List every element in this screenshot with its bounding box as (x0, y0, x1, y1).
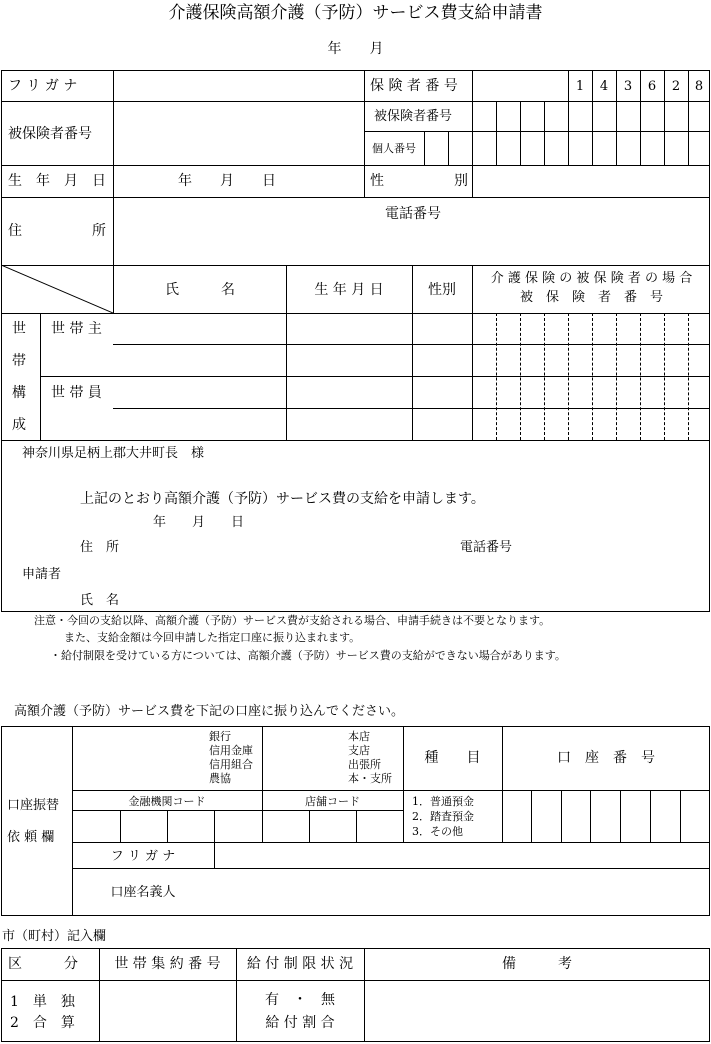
applicant-label: 申請者 (22, 567, 62, 582)
bank-intro: 高額介護（予防）サービス費を下記の口座に振り込んでください。 (14, 704, 405, 719)
household-insured-subheader: 被 保 険 者 番 号 (519, 290, 663, 305)
account-type-header: 種 目 (424, 750, 481, 766)
insurer-digit: 8 (694, 79, 704, 94)
note-line: 注意・今回の支給以降、高額介護（予防）サービス費が支給される場合、申請手続きは不要となります。 (34, 614, 551, 627)
insurer-digit: 6 (647, 79, 657, 94)
applicant-phone-label: 電話番号 (460, 540, 513, 555)
address-field[interactable] (114, 198, 709, 264)
sex-label: 性 別 (370, 173, 468, 189)
branch-code-label: 店舗コード (305, 795, 360, 808)
household-member-label: 世 帯 員 (51, 385, 102, 401)
household-side-label: 世 (12, 321, 26, 337)
insured-number-field[interactable] (114, 102, 363, 164)
bank-side-label: 口座振替 (7, 798, 60, 813)
household-head-label: 世 帯 主 (51, 321, 102, 337)
institution-type: 信用金庫 (209, 744, 253, 757)
note-line: また、支給金額は今回申請した指定口座に振り込まれます。 (64, 631, 361, 644)
account-type-option[interactable]: 1．普通預金 (412, 795, 474, 808)
furigana-field[interactable] (114, 71, 363, 100)
branch-type: 支店 (348, 744, 370, 757)
diagonal-header-cell (1, 265, 113, 313)
application-date-label: 年 月 (327, 41, 384, 57)
address-label: 住 所 (8, 223, 106, 239)
household-side-label: 構 (12, 385, 26, 401)
account-type-option[interactable]: 3．その他 (412, 825, 463, 838)
phone-label: 電話番号 (385, 206, 441, 222)
insurer-digit: 4 (599, 79, 609, 94)
bank-side-label: 依 頼 欄 (7, 830, 55, 845)
remarks-header: 備 考 (502, 956, 572, 972)
household-name-header: 氏 名 (165, 282, 235, 298)
benefit-ratio-label: 給 付 割 合 (265, 1015, 335, 1031)
insurer-digit: 3 (623, 79, 633, 94)
holder-furigana-field[interactable] (215, 843, 709, 867)
branch-type: 本・支所 (348, 772, 392, 785)
institution-type: 農協 (209, 772, 231, 785)
branch-type: 出張所 (348, 758, 381, 771)
birth-date-field[interactable]: 年 月 日 (178, 173, 276, 189)
restriction-header: 給 付 制 限 状 況 (246, 956, 354, 972)
restriction-status: 有 ・ 無 (265, 992, 335, 1008)
declaration-date[interactable]: 年 月 日 (153, 515, 245, 530)
category-option: 1 単 独 (10, 994, 75, 1010)
household-side-label: 帯 (12, 353, 26, 369)
household-birth-header: 生 年 月 日 (314, 282, 384, 298)
insurer-digit: 1 (575, 79, 585, 94)
insured-number-sublabel: 被保険者番号 (374, 109, 453, 124)
institution-code-label: 金融機関コード (128, 795, 206, 808)
declaration-statement: 上記のとおり高額介護（予防）サービス費の支給を申請します。 (80, 491, 485, 507)
branch-type: 本店 (348, 730, 370, 743)
insurer-digit: 2 (671, 79, 681, 94)
applicant-address-label: 住 所 (80, 540, 120, 555)
insurer-number-label: 保 険 者 番 号 (370, 78, 458, 94)
insured-number-label: 被保険者番号 (8, 126, 92, 142)
applicant-name-label: 氏 名 (80, 593, 120, 608)
furigana-label: フ リ ガ ナ (8, 78, 78, 94)
page-title: 介護保険高額介護（予防）サービス費支給申請書 (168, 3, 543, 23)
birth-date-label: 生 年 月 日 (8, 173, 106, 189)
account-type-option[interactable]: 2．踏査預金 (412, 810, 474, 823)
institution-type: 銀行 (209, 730, 231, 743)
category-option: 2 合 算 (10, 1015, 75, 1031)
personal-number-label: 個人番号 (372, 142, 416, 155)
household-number-header: 世 帯 集 約 番 号 (114, 956, 221, 972)
household-sex-header: 性別 (428, 282, 456, 298)
note-line: ・給付制限を受けている方については、高額介護（予防）サービス費の支給ができない場合があります。 (50, 649, 566, 662)
category-header: 区 分 (8, 956, 78, 972)
sex-field[interactable] (473, 166, 709, 196)
office-use-title: 市（町村）記入欄 (2, 929, 107, 944)
account-number-header: 口 座 番 号 (557, 750, 655, 766)
institution-type: 信用組合 (209, 758, 253, 771)
household-insured-header: 介 護 保 険 の 被 保 険 者 の 場 合 (490, 271, 693, 286)
household-side-label: 成 (12, 417, 26, 433)
holder-furigana-label: フ リ ガ ナ (110, 849, 176, 864)
account-holder-field[interactable] (215, 869, 709, 915)
account-holder-label: 口座名義人 (110, 885, 176, 900)
addressee: 神奈川県足柄上郡大井町長 様 (22, 446, 205, 461)
